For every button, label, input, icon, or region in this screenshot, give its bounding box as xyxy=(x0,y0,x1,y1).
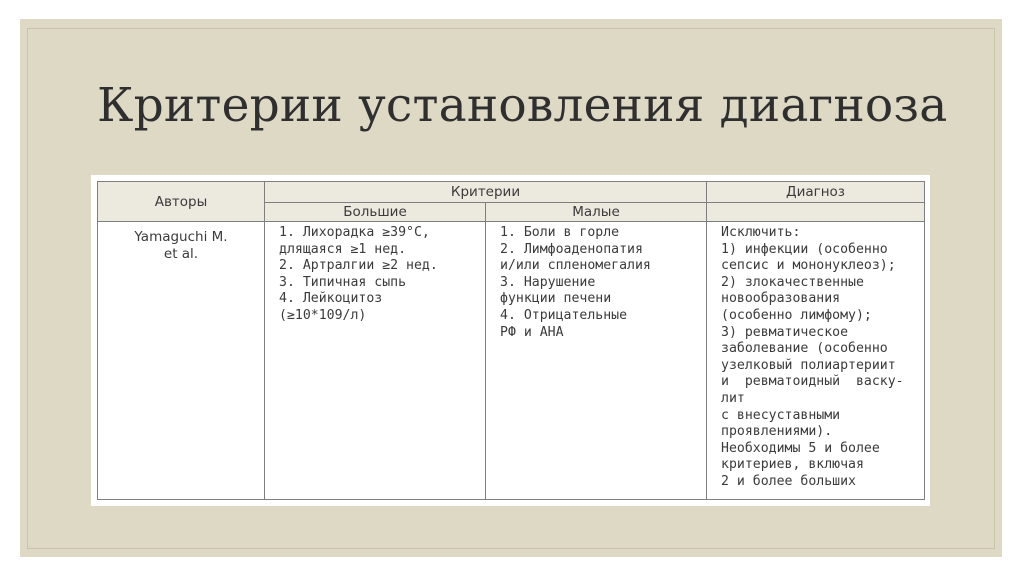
minor-line: 4. Отрицательные xyxy=(500,307,628,323)
diagnosis-line: Необходимы 5 и более xyxy=(721,440,880,456)
diagnosis-line: Исключить: xyxy=(721,225,801,240)
minor-line: РФ и АНА xyxy=(500,324,564,340)
cell-authors xyxy=(98,222,265,500)
header-minor: Малые xyxy=(486,203,707,222)
header-criteria: Критерии xyxy=(265,182,707,203)
table-header-row xyxy=(98,182,925,203)
cell-minor-criteria xyxy=(486,222,707,500)
major-line: 2. Артралгии ≥2 нед. xyxy=(279,258,438,274)
minor-line: 2. Лимфоаденопатия xyxy=(500,241,643,257)
header-major: Большие xyxy=(265,203,486,222)
minor-line: 3. Нарушение xyxy=(500,274,596,290)
minor-line: и/или спленомегалия xyxy=(500,258,651,274)
header-diagnosis-blank xyxy=(707,203,925,222)
diagnosis-line: 2 и более больших xyxy=(721,473,856,489)
major-line: 1. Лихорадка ≥39°C, xyxy=(279,225,430,240)
header-authors: Авторы xyxy=(98,182,265,222)
diagnosis-line: 1) инфекции (особенно xyxy=(721,241,888,257)
major-line: (≥10*109/л) xyxy=(279,307,367,323)
table-row xyxy=(98,222,925,500)
diagnosis-line: лит xyxy=(721,390,745,406)
diagnosis-line: и ревматоидный васку- xyxy=(721,374,904,390)
diagnosis-line: 2) злокачественные xyxy=(721,274,864,290)
diagnosis-line: сепсис и мононуклеоз); xyxy=(721,258,896,274)
minor-line: функции печени xyxy=(500,291,612,307)
major-line: 4. Лейкоцитоз xyxy=(279,291,383,307)
minor-line: 1. Боли в горле xyxy=(500,225,620,240)
major-line: длящаяся ≥1 нед. xyxy=(279,241,407,257)
cell-diagnosis xyxy=(707,222,925,500)
cell-major-criteria xyxy=(265,222,486,500)
criteria-table-container xyxy=(91,175,930,506)
major-line: 3. Типичная сыпь xyxy=(279,274,407,290)
authors-line: Yamaguchi M. xyxy=(134,229,228,245)
diagnosis-line: новообразования xyxy=(721,291,841,307)
authors-line: et al. xyxy=(163,246,199,262)
diagnosis-line: с внесуставными xyxy=(721,407,841,423)
slide-title: Критерии установления диагноза xyxy=(97,78,948,133)
diagnosis-line: заболевание (особенно xyxy=(721,341,888,357)
header-diagnosis: Диагноз xyxy=(707,182,925,203)
diagnosis-line: проявлениями). xyxy=(721,424,833,440)
diagnosis-line: критериев, включая xyxy=(721,457,864,473)
criteria-table xyxy=(97,181,925,500)
diagnosis-line: 3) ревматическое xyxy=(721,324,849,340)
diagnosis-line: (особенно лимфому); xyxy=(721,307,872,323)
diagnosis-line: узелковый полиартериит xyxy=(721,357,896,373)
